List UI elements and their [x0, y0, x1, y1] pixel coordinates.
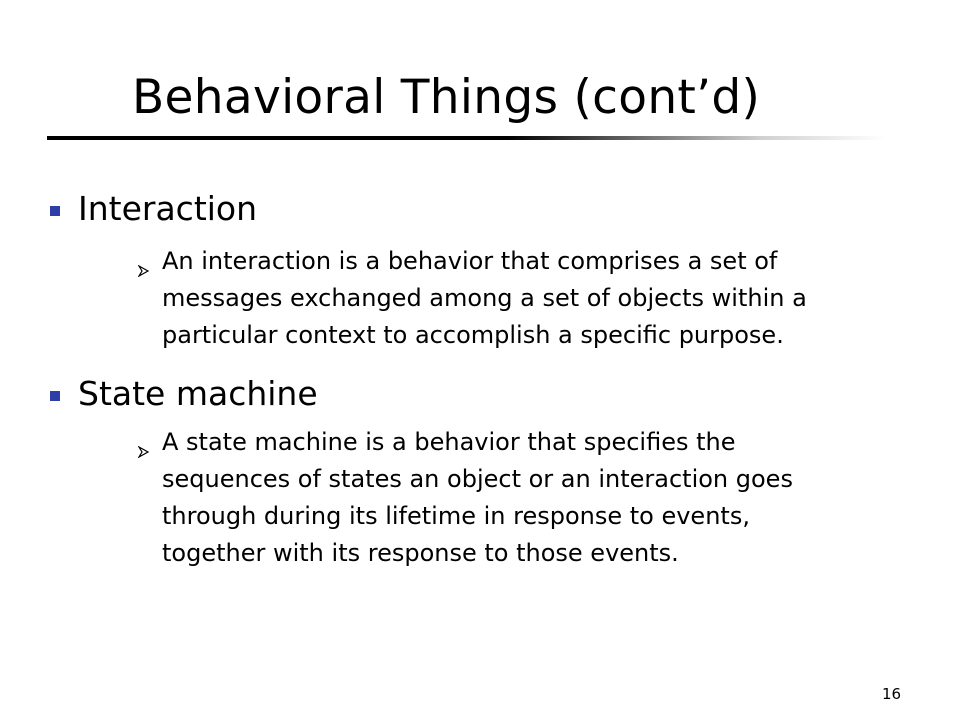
section-body-interaction	[162, 243, 932, 354]
arrowhead-bullet-icon	[138, 265, 150, 277]
body-line: particular context to accomplish a specific purpose.	[162, 321, 784, 349]
page-number: 16	[882, 685, 902, 703]
square-bullet-icon	[50, 206, 60, 216]
title-underline	[47, 136, 885, 140]
body-line: messages exchanged among a set of objects within a	[162, 284, 807, 312]
body-line: sequences of states an object or an interaction goes	[162, 465, 793, 493]
square-bullet-icon	[50, 391, 60, 401]
section-body-state-machine	[162, 424, 932, 572]
slide-title: Behavioral Things (cont’d)	[132, 70, 761, 125]
body-line: An interaction is a behavior that comprises a set of	[162, 247, 778, 275]
section-heading-state-machine: State machine	[78, 374, 318, 413]
arrowhead-bullet-icon	[138, 446, 150, 458]
section-heading-interaction: Interaction	[78, 189, 258, 228]
body-line: A state machine is a behavior that specifies the	[162, 428, 736, 456]
body-line: through during its lifetime in response to events,	[162, 502, 750, 530]
body-line: together with its response to those events.	[162, 539, 679, 567]
